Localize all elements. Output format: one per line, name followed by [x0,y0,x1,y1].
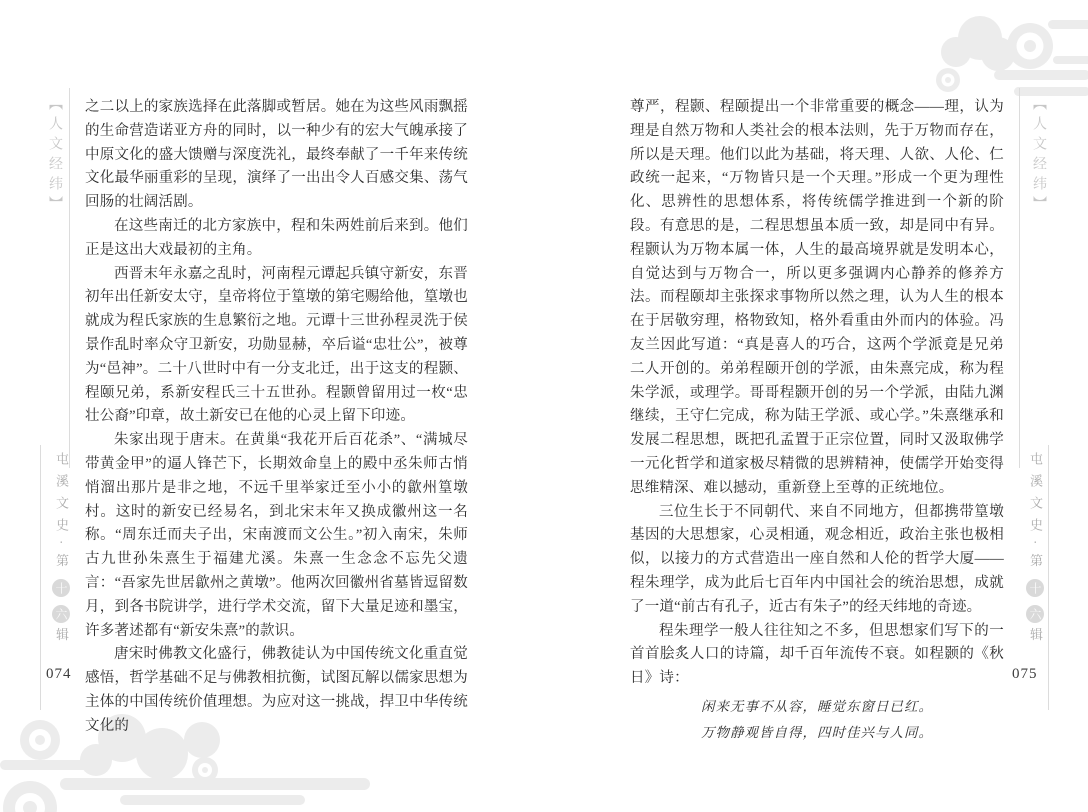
margin-rule [40,445,41,710]
circled-number-badge: 十 [52,579,70,597]
paragraph: 朱家出现于唐末。在黄巢“我花开后百花杀”、“满城尽带黄金甲”的逼人锋芒下，长期效命皇上的殿中丞朱师古悄悄溜出那片是非之地，不远千里举家迁至小小的歙州篁墩村。这时的新安已经易名，到北宋末年又换成徽州这一名称。“周东迁而夫子出，宋南渡而文公生。”初入南宋，朱师古九世孙朱熹生于福建尤溪。朱熹一生念念不忘先父遗言：“吾家先世居歙州之黄墩”。他两次回徽州省墓皆逗留数月，到各书院讲学，进行学术交流，留下大量足迹和墨宝，许多著述都有“新安朱熹”的款识。 [85,432,468,639]
series-label-left [52,452,71,649]
circled-number-badge: 六 [52,605,70,623]
series-label-right [1026,452,1045,649]
margin-rule [69,88,70,468]
series-text: 辑 [1028,627,1043,650]
paragraph: 唐宋时佛教文化盛行，佛教徒认为中国传统文化重直觉感悟，哲学基础不足与佛教相抗衡，试图瓦解以儒家思想为主体的中国传统价值理想。为应对这一挑战，捍卫中华传统文化的 [85,646,468,734]
poem-line: 万物静观皆自得，四时佳兴与人同。 [701,724,933,740]
right-page-text [630,96,1004,746]
circled-number-badge: 十 [1026,579,1044,597]
poem-block [630,694,1004,746]
series-text: 辑 [54,627,69,650]
paragraph: 尊严，程颢、程颐提出一个非常重要的概念——理，认为理是自然万物和人类社会的根本法则，先于万物而存在，所以是天理。他们以此为基础，将天理、人欲、人伦、仁政统一起来，“万物皆只是一个天理。”形成一个更为理性化、思辨性的思想体系，将传统儒学推进到一个新的阶段。有意思的是，二程思想虽本质一致，却是同中有异。程颢认为万物本属一体，人生的最高境界就是发明本心，自觉达到与万物合一，所以更多强调内心静养的修养方法。而程颐却主张探求事物所以然之理，认为人生的根本在于居敬穷理，格物致知，格外看重由外而内的体验。冯友兰因此写道：“真是喜人的巧合，这两个学派竟是兄弟二人开创的。弟弟程颐开创的学派，由朱熹完成，称为程朱学派，或理学。哥哥程颢开创的另一个学派，由陆九渊继续，王守仁完成，称为陆王学派、或心学。”朱熹继承和发展二程思想，既把孔孟置于正宗位置，同时又汲取佛学一元化哲学和道家极尽精微的思辨精神，使儒学开始变得思维精深、难以撼动，重新登上至尊的正统地位。 [630,99,1004,496]
paragraph: 程朱理学一般人往往知之不多，但思想家们写下的一首首脍炙人口的诗篇，却千百年流传不衰。如程颢的《秋日》诗： [630,622,1004,687]
series-text: 屯溪文史·第 [1028,452,1043,576]
circled-number-badge: 六 [1026,605,1044,623]
page-number-right: 075 [1012,666,1038,682]
column-label-left: 【人文经纬】 [47,96,62,216]
left-page-text [85,96,468,739]
margin-rule [1019,88,1020,468]
paragraph: 三位生长于不同朝代、来自不同地方，但都携带篁墩基因的大思想家，心灵相通，观念相近，政治主张也极相似，以接力的方式营造出一座自然和人伦的哲学大厦——程朱理学，成为此后七百年内中国社会的统治思想，成就了一道“前古有孔子，近古有朱子”的经天纬地的奇迹。 [630,503,1004,615]
paragraph: 西晋末年永嘉之乱时，河南程元谭起兵镇守新安，东晋初年出任新安太守，皇帝将位于篁墩的第宅赐给他，篁墩也就成为程氏家族的生息繁衍之地。元谭十三世孙程灵洗于侯景作乱时率众守卫新安，功勋显赫，卒后谥“忠壮公”，被尊为“邑神”。二十八世时中有一分支北迁，出于这支的程颢、程颐兄弟，系新安程氏三十五世孙。程颢曾留用过一枚“忠壮公裔”印章，故土新安已在他的心灵上留下印迹。 [85,265,468,425]
column-label-right: 【人文经纬】 [1031,96,1046,216]
margin-rule [1048,445,1049,710]
page-number-left: 074 [46,666,72,682]
poem-line: 闲来无事不从容，睡觉东窗日已红。 [701,698,933,714]
paragraph: 在这些南迁的北方家族中，程和朱两姓前后来到。他们正是这出大戏最初的主角。 [85,217,468,258]
series-text: 屯溪文史·第 [54,452,69,576]
paragraph: 之二以上的家族选择在此落脚或暂居。她在为这些风雨飘摇的生命营造诺亚方舟的同时，以一种少有的宏大气魄承接了中原文化的盛大馈赠与深度洗礼，最终奉献了一千年来传统文化最华丽重彩的呈现，演绎了一出出令人百感交集、荡气回肠的壮阔活剧。 [85,99,468,211]
